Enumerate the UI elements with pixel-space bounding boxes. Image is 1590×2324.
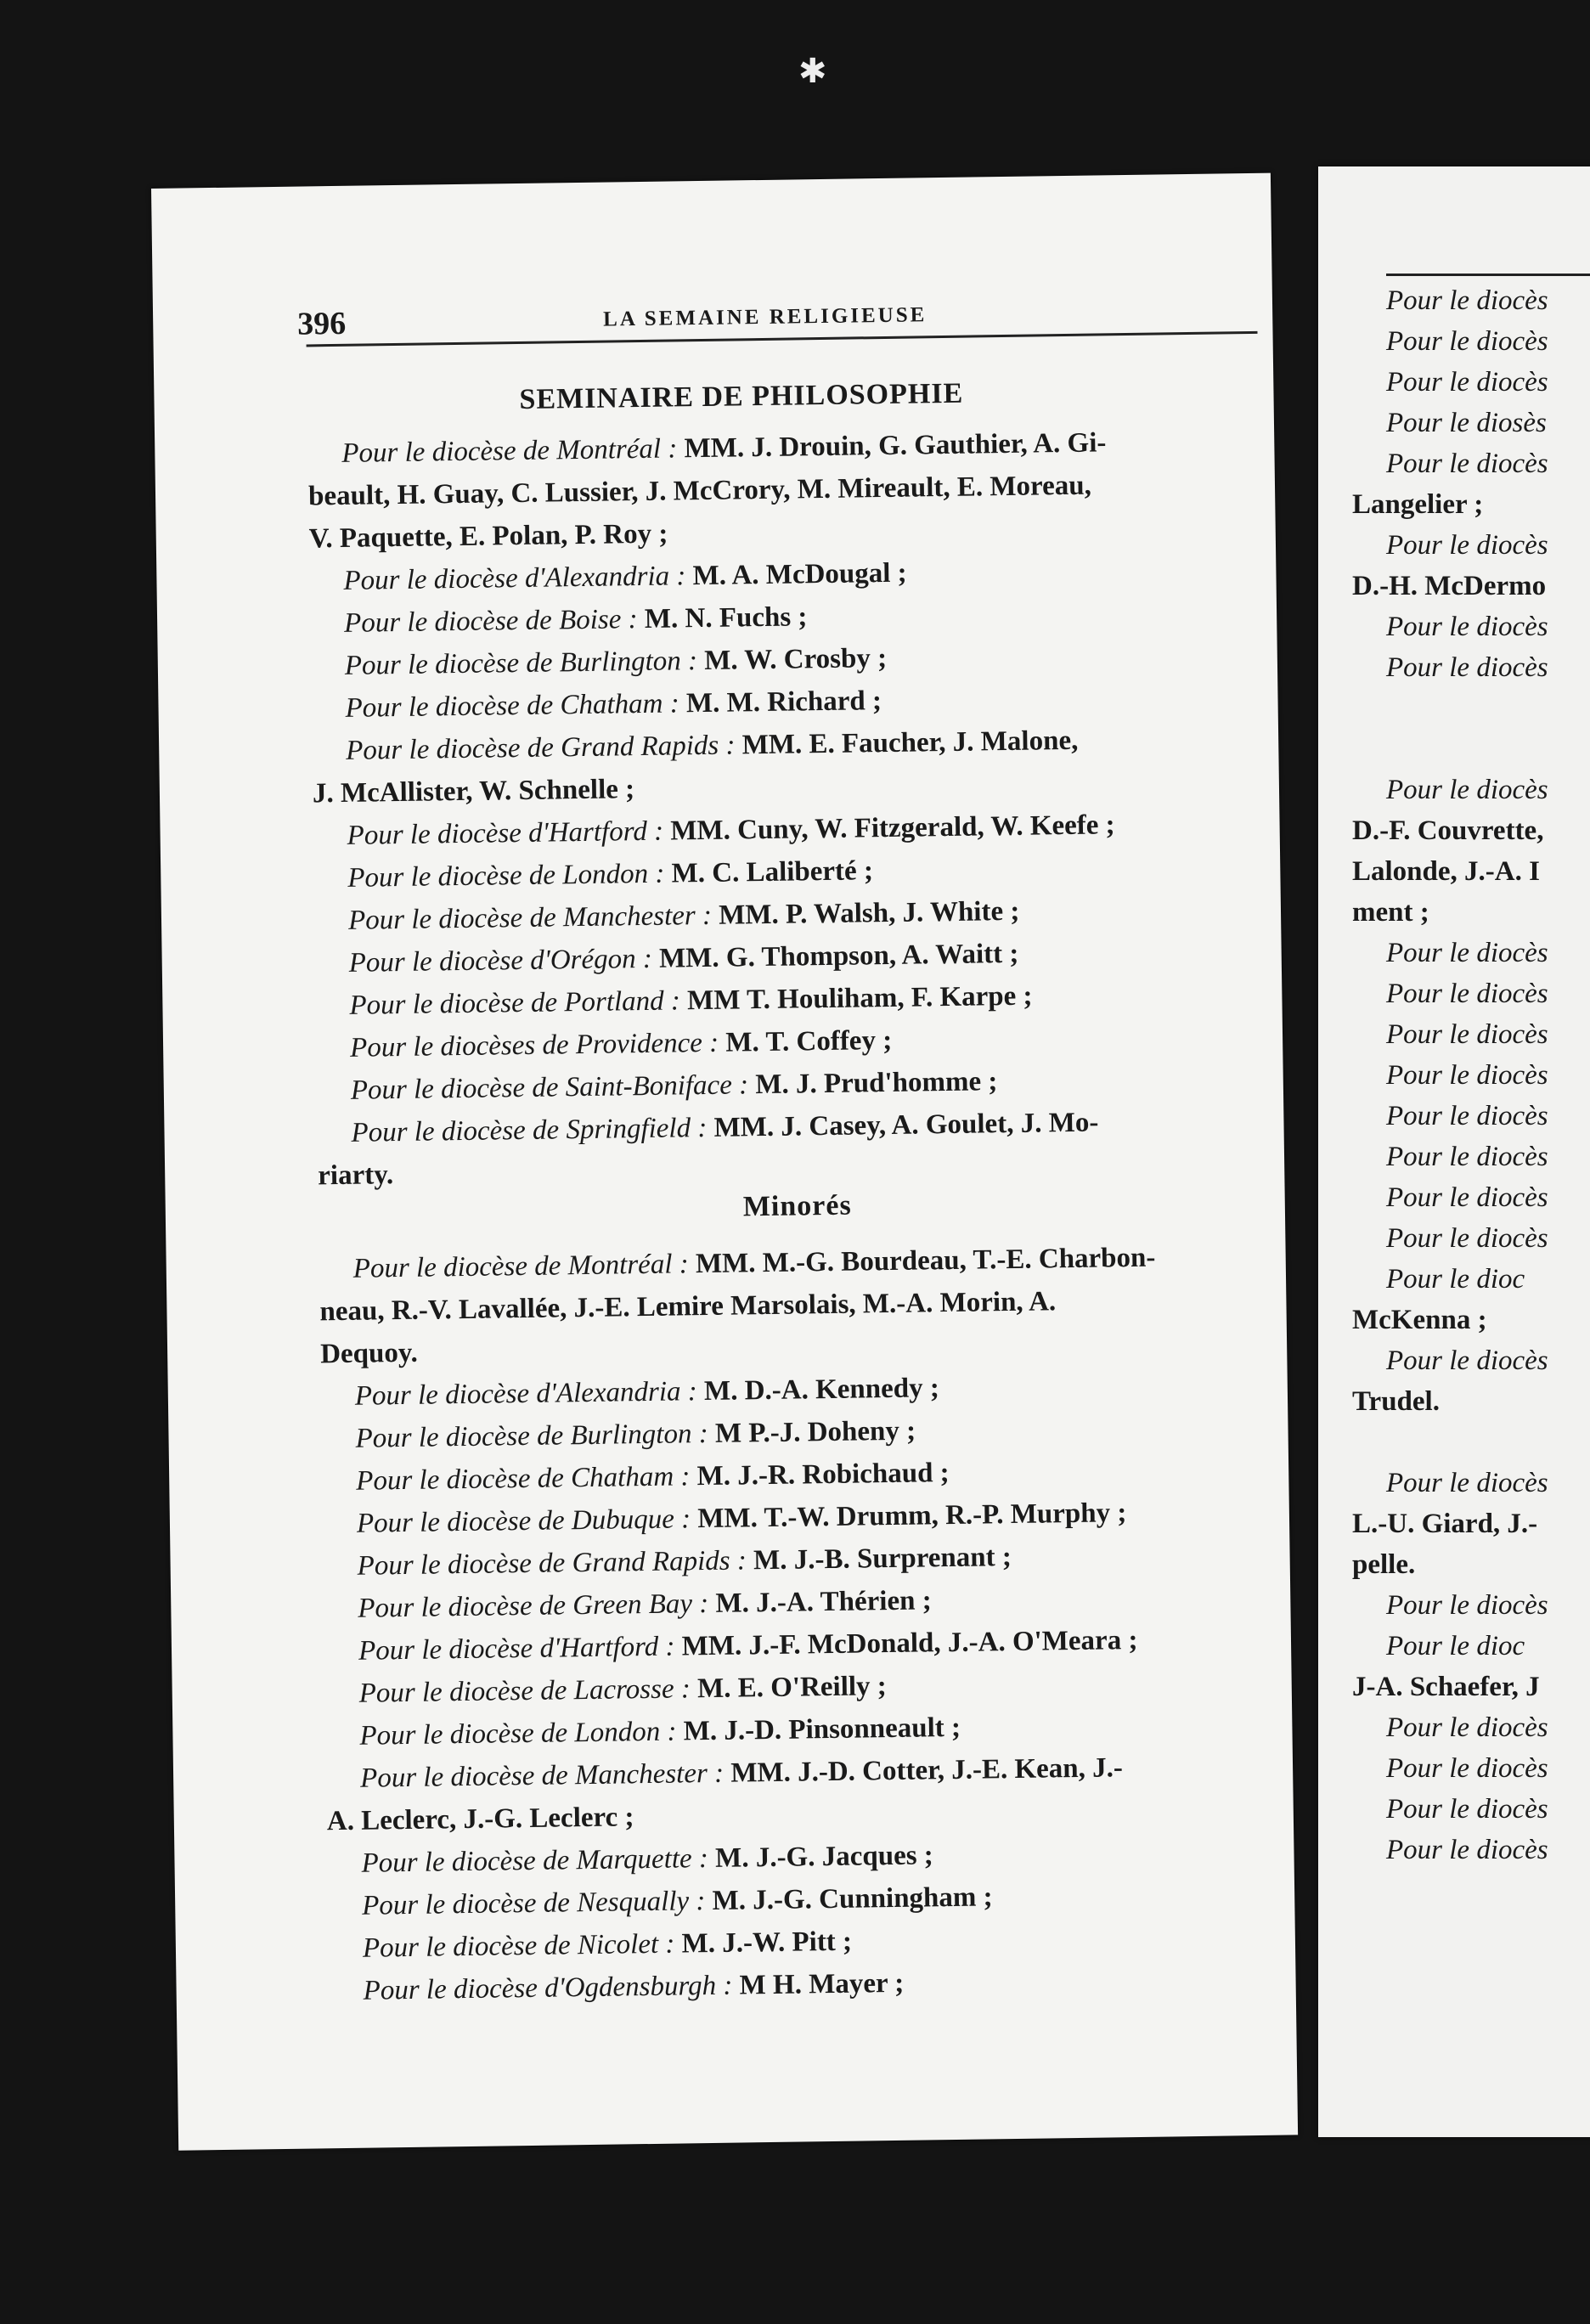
diocese-label: Pour le diocèse de Manchester : [359, 1757, 725, 1794]
diocese-label: Pour le diocèse de Burlington : [344, 646, 698, 681]
right-page-line: Langelier ; [1352, 489, 1484, 520]
right-page-line [1352, 688, 1548, 729]
right-page-line: Pour le diocès [1386, 938, 1548, 968]
right-page-line: Pour le diocès [1386, 285, 1548, 316]
diocese-label: Pour le diocèse de Green Bay : [358, 1588, 709, 1624]
names-list: V. Paquette, E. Polan, P. Roy ; [308, 518, 668, 555]
diocese-label: Pour le diocèse de Montréal : [352, 1249, 689, 1284]
diocese-label: Pour le diocèse d'Hartford : [347, 815, 664, 851]
right-page-line [1352, 1422, 1548, 1463]
names-list: M. J.-A. Thérien ; [715, 1585, 932, 1619]
names-list: M. T. Coffey ; [725, 1024, 893, 1058]
diocese-label: Pour le diocèse de Dubuque : [356, 1503, 691, 1539]
names-list: MM. J.-F. McDonald, J.-A. O'Meara ; [681, 1624, 1138, 1662]
diocese-label: Pour le diocèse d'Alexandria : [354, 1376, 698, 1412]
section-heading-minores: Minorés [742, 1189, 852, 1223]
page-number: 396 [296, 305, 347, 342]
names-list: M. J.-R. Robichaud ; [696, 1458, 950, 1492]
names-list: MM. P. Walsh, J. White ; [718, 895, 1020, 931]
right-page-lines [1352, 280, 1548, 1870]
diocese-label: Pour le diocèses de Providence : [349, 1027, 719, 1063]
diocese-label: Pour le diocèse de London : [347, 858, 665, 894]
names-list: M. J.-G. Cunningham ; [712, 1881, 993, 1916]
names-list: MM. T.-W. Drumm, R.-P. Murphy ; [697, 1498, 1127, 1535]
names-list: M. C. Laliberté ; [671, 855, 874, 889]
names-list: M P.-J. Doheny ; [714, 1415, 916, 1449]
names-list: M. N. Fuchs ; [644, 601, 808, 635]
diocese-label: Pour le diocèse de Nesqually : [362, 1886, 706, 1921]
diocese-label: Pour le diocèse d'Orégon : [348, 943, 653, 979]
right-page-line: Trudel. [1352, 1386, 1440, 1417]
diocese-label: Pour le diocèse de Montréal : [341, 433, 678, 469]
names-list: riarty. [317, 1159, 394, 1192]
section-heading-philosophie: SEMINAIRE DE PHILOSOPHIE [519, 377, 964, 415]
right-page-line: Pour le diocès [1386, 1835, 1548, 1865]
right-page-line: Pour le diocès [1386, 979, 1548, 1009]
diocese-label: Pour le diocèse de Grand Rapids : [346, 730, 736, 766]
names-list: M. D.-A. Kennedy ; [703, 1373, 940, 1407]
right-page-line: J-A. Schaefer, J [1352, 1672, 1540, 1702]
diocese-label: Pour le diocèse de Grand Rapids : [357, 1545, 747, 1582]
right-page [1318, 166, 1590, 2137]
running-head [297, 292, 1266, 357]
diocese-label: Pour le diocèse d'Hartford : [358, 1631, 675, 1667]
diocese-label: Pour le diocèse de Boise : [343, 604, 638, 639]
right-page-line: Pour le diocès [1386, 1182, 1548, 1213]
left-page [151, 173, 1298, 2151]
right-page-line: Pour le diocès [1386, 530, 1548, 561]
names-list: M. J.-G. Jacques ; [714, 1840, 934, 1874]
right-page-line: L.-U. Giard, J.- [1352, 1509, 1538, 1539]
right-page-line: Pour le diocès [1386, 1345, 1548, 1376]
right-page-line: Pour le diocès [1386, 1712, 1548, 1743]
right-page-line: Pour le diocès [1386, 1223, 1548, 1254]
names-list: MM. M.-G. Bourdeau, T.-E. Charbon- [695, 1242, 1156, 1280]
names-list: M. J.-B. Surprenant ; [753, 1542, 1012, 1577]
diocese-label: Pour le diocèse de Saint-Boniface : [350, 1069, 749, 1106]
diocese-label: Pour le diocèse de Springfield : [351, 1112, 708, 1148]
right-page-line: Pour le diocès [1386, 612, 1548, 642]
names-list: M. J. Prud'homme ; [755, 1066, 998, 1101]
right-page-line: Pour le diocès [1386, 367, 1548, 398]
right-page-line: Pour le diocès [1386, 775, 1548, 805]
right-page-line: Lalonde, J.-A. I [1352, 856, 1540, 887]
diocese-label: Pour le diocèse de Nicolet : [362, 1928, 675, 1964]
names-list: neau, R.-V. Lavallée, J.-E. Lemire Marsolais, M.-A. Morin, A. [319, 1286, 1057, 1328]
diocese-label: Pour le diocèse de Manchester : [347, 900, 713, 936]
section-minores-entries [319, 1235, 1288, 2013]
names-list: MM. G. Thompson, A. Waitt ; [658, 938, 1019, 974]
diocese-label: Pour le diocèse d'Ogdensburgh : [363, 1970, 733, 2006]
names-list: Dequoy. [319, 1337, 419, 1370]
running-title: LA SEMAINE RELIGIEUSE [603, 303, 928, 331]
names-list: MM T. Houliham, F. Karpe ; [686, 980, 1033, 1017]
right-page-line: Pour le diocès [1386, 1753, 1548, 1784]
right-page-line: D.-H. McDermo [1352, 571, 1547, 601]
right-page-line: Pour le dioc [1386, 1264, 1525, 1295]
right-page-line: Pour le diocès [1386, 1142, 1548, 1172]
names-list: MM. E. Faucher, J. Malone, [741, 725, 1079, 761]
section-philosophie-entries [307, 420, 1277, 1198]
names-list: M. J.-W. Pitt ; [681, 1926, 853, 1960]
right-page-line: Pour le diocès [1386, 1060, 1548, 1091]
names-list: M. A. McDougal ; [692, 557, 907, 592]
diocese-label: Pour le diocèse de London : [359, 1716, 677, 1751]
right-page-line: Pour le diocès [1386, 448, 1548, 479]
right-page-line: Pour le diocès [1386, 1101, 1548, 1131]
diocese-label: Pour le diocèse de Lacrosse : [358, 1673, 691, 1709]
names-list: MM. Cuny, W. Fitzgerald, W. Keefe ; [670, 809, 1115, 847]
names-list: MM. J. Drouin, G. Gauthier, A. Gi- [684, 427, 1107, 465]
right-page-line: Pour le diocès [1386, 1468, 1548, 1498]
diocese-label: Pour le diocèse de Burlington : [355, 1418, 708, 1454]
right-page-line: Pour le diocès [1386, 1590, 1548, 1621]
right-header-rule [1386, 274, 1590, 276]
names-list: MM. J. Casey, A. Goulet, J. Mo- [713, 1107, 1099, 1143]
diocese-label: Pour le diocèse de Portland : [349, 985, 681, 1021]
right-page-line: Pour le dioc [1386, 1631, 1525, 1661]
names-list: A. Leclerc, J.-G. Leclerc ; [326, 1802, 634, 1837]
diocese-label: Pour le diocèse de Chatham : [345, 688, 679, 724]
right-page-line: pelle. [1352, 1549, 1416, 1580]
right-page-line: Pour le diosès [1386, 408, 1547, 438]
right-page-line: Pour le diocès [1386, 1794, 1548, 1825]
right-page-line: D.-F. Couvrette, [1352, 815, 1544, 846]
right-page-line: Pour le diocès [1386, 1019, 1548, 1050]
diocese-label: Pour le diocèse d'Alexandria : [343, 561, 686, 596]
right-page-line: Pour le diocès [1386, 652, 1548, 683]
names-list: M. W. Crosby ; [703, 642, 888, 676]
right-page-line: McKenna ; [1352, 1305, 1487, 1335]
film-speck: ✱ [798, 52, 827, 90]
names-list: M. J.-D. Pinsonneault ; [683, 1712, 961, 1747]
names-list: M. E. O'Reilly ; [696, 1671, 888, 1705]
diocese-label: Pour le diocèse de Chatham : [356, 1461, 691, 1497]
names-list: MM. J.-D. Cotter, J.-E. Kean, J.- [730, 1752, 1124, 1789]
diocese-label: Pour le diocèse de Marquette : [361, 1843, 709, 1879]
right-page-line [1352, 729, 1548, 770]
names-list: beault, H. Guay, C. Lussier, J. McCrory, M. Mireault, E. Moreau, [307, 470, 1092, 512]
names-list: J. McAllister, W. Schnelle ; [312, 774, 635, 809]
names-list: M. M. Richard ; [685, 685, 882, 719]
names-list: M H. Mayer ; [739, 1967, 905, 2001]
right-page-line: ment ; [1352, 897, 1429, 928]
right-page-line: Pour le diocès [1386, 326, 1548, 357]
